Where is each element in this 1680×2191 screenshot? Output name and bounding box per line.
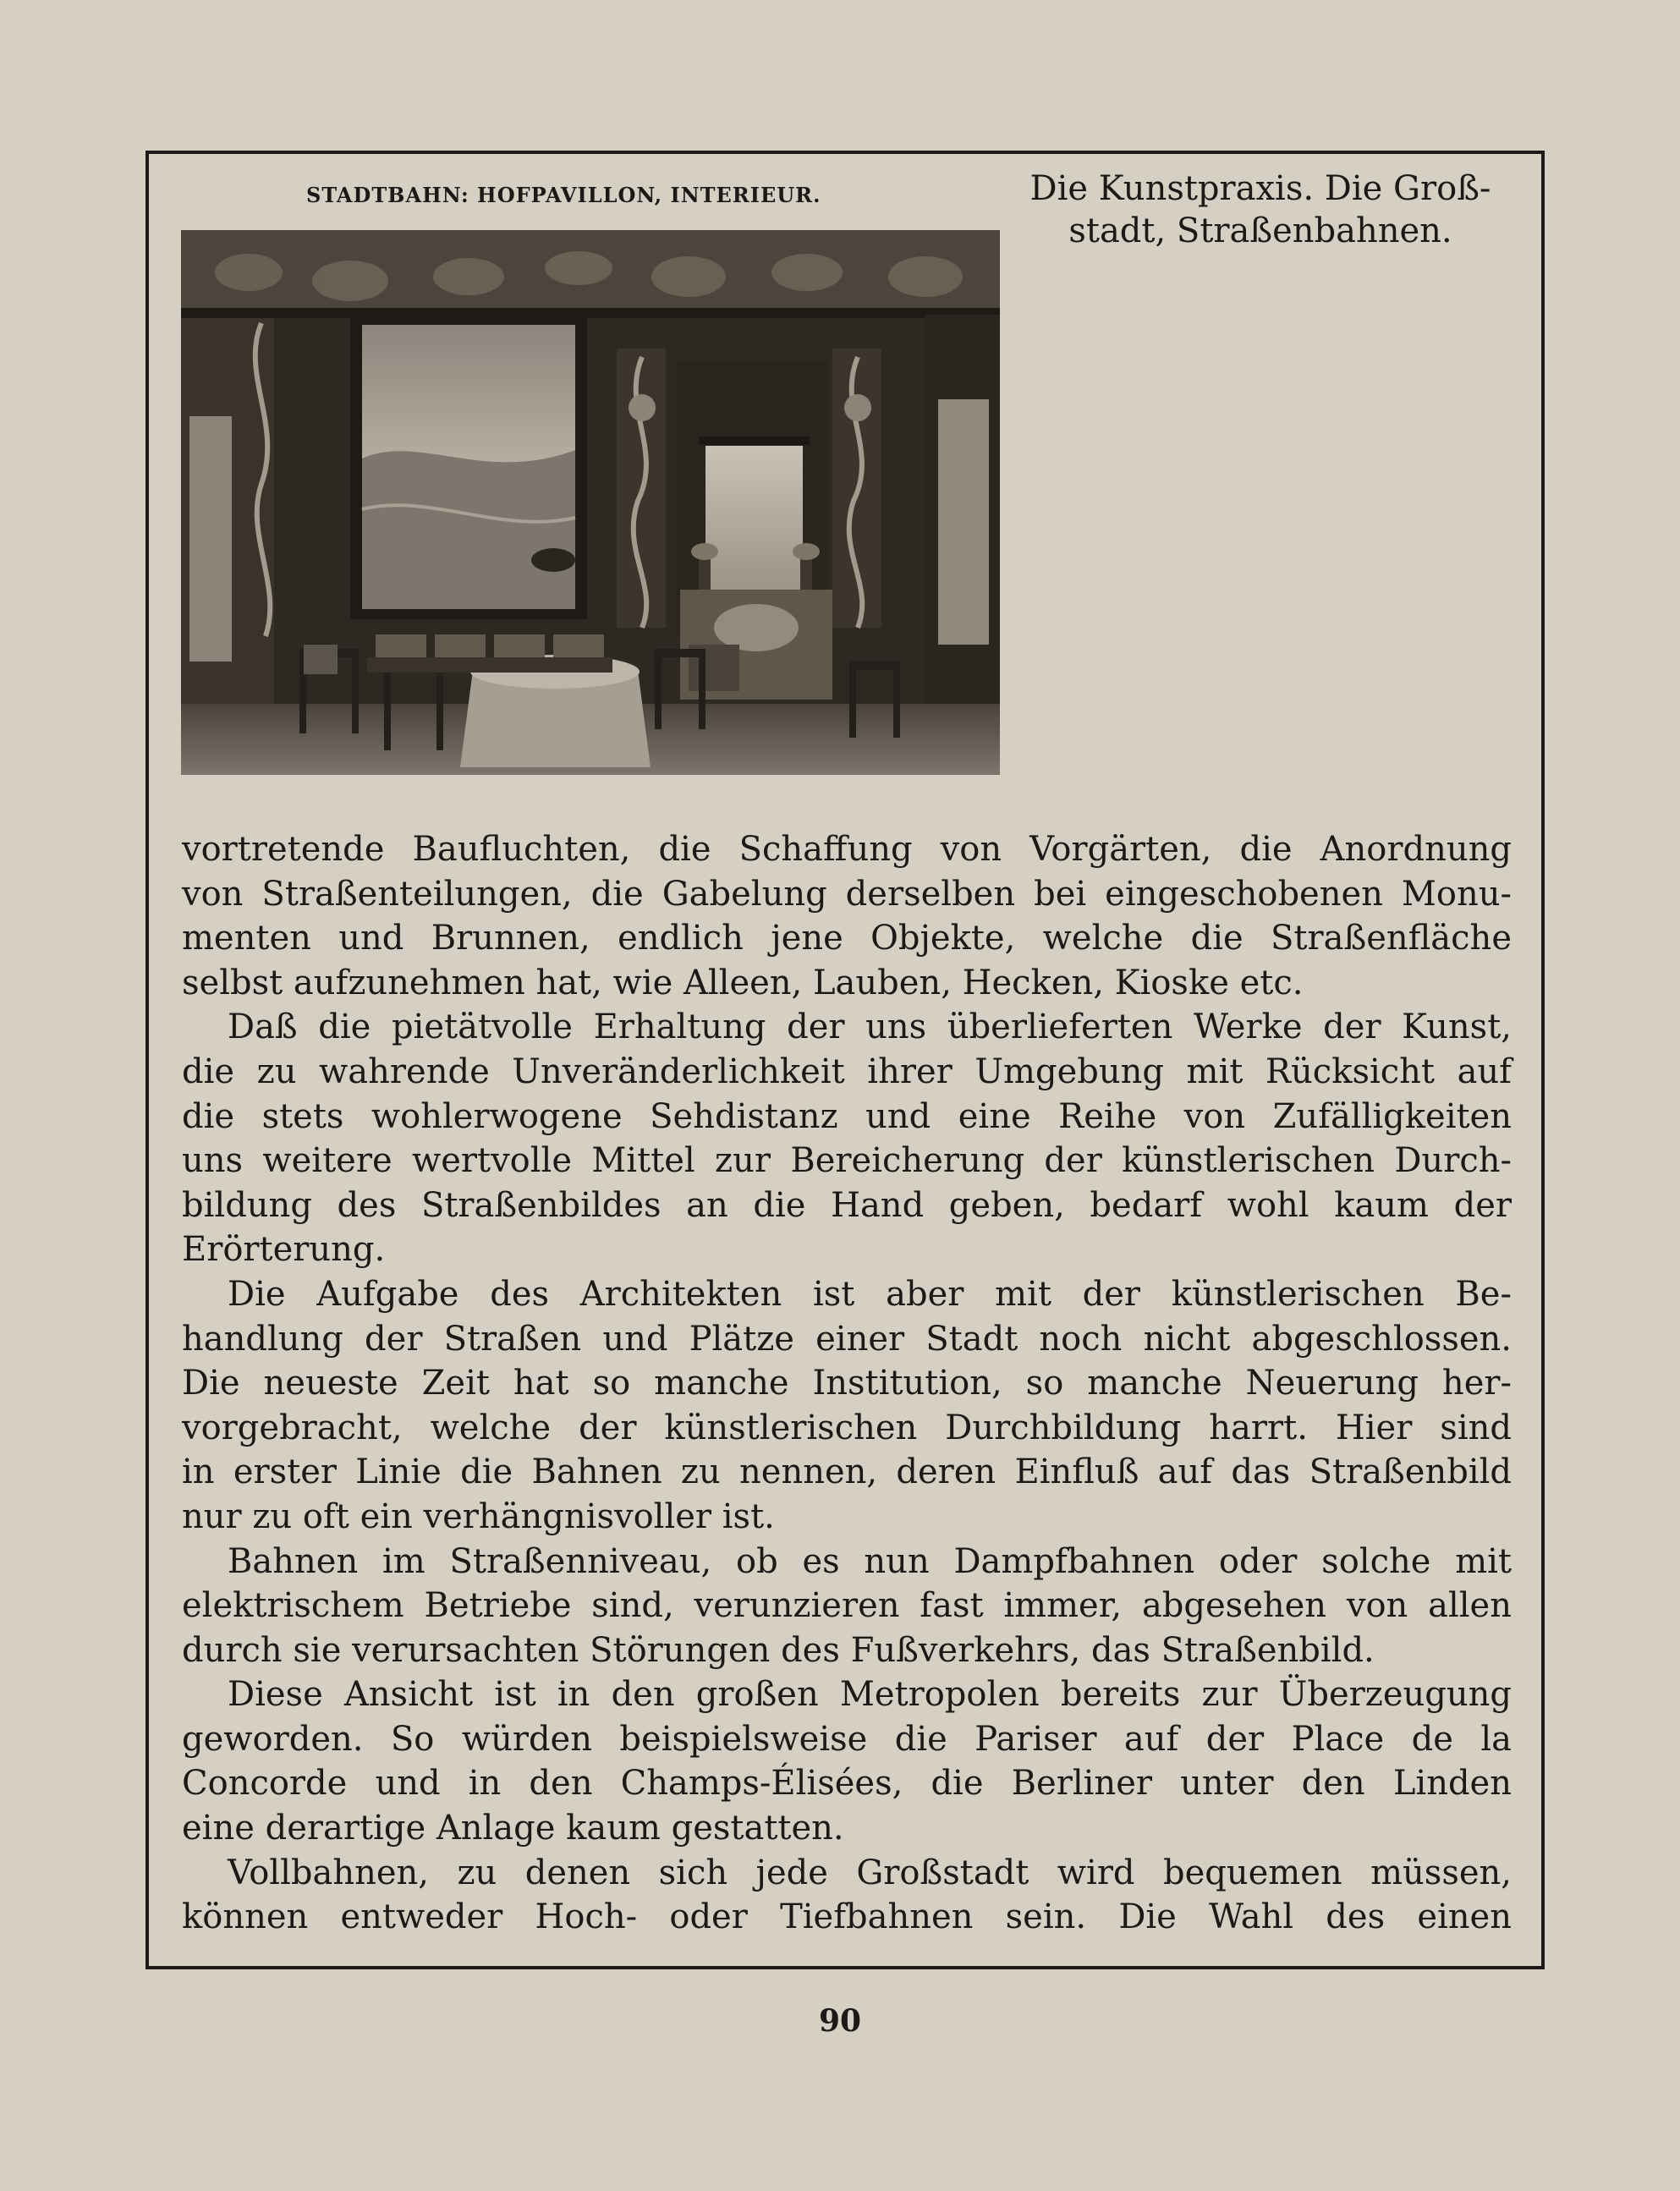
text-line: Die neueste Zeit hat so manche Institution, so manche Neuerung her- [182, 1364, 1512, 1403]
text-line: bildung des Straßenbildes an die Hand geben, bedarf wohl kaum der [182, 1185, 1512, 1225]
text-line: selbst aufzunehmen hat, wie Alleen, Lauben, Hecken, Kioske etc. [182, 963, 1304, 1002]
text-line: können entweder Hoch- oder Tiefbahnen sein. Die Wahl des einen [182, 1897, 1512, 1937]
marginal-note [1011, 167, 1510, 252]
marginal-note-line-2: stadt, Straßenbahnen. [1068, 211, 1452, 250]
paragraph-first-line: Daß die pietätvolle Erhaltung der uns überlieferten Werke der Kunst, [228, 1008, 1512, 1047]
text-line: vorgebracht, welche der künstlerischen Durchbildung harrt. Hier sind [182, 1408, 1512, 1447]
text-line: elektrischem Betriebe sind, verunzieren fast immer, abgesehen von allen [182, 1586, 1512, 1626]
text-line: von Straßenteilungen, die Gabelung derselben bei eingeschobenen Monu- [182, 874, 1512, 914]
text-line: handlung der Straßen und Plätze einer Stadt noch nicht abgeschlossen. [182, 1319, 1512, 1359]
text-line: Concorde und in den Champs-Élisées, die Berliner unter den Linden [182, 1764, 1512, 1804]
text-line: Erörterung. [182, 1230, 386, 1270]
interior-photograph [181, 230, 1000, 775]
text-line: die zu wahrende Unveränderlichkeit ihrer Umgebung mit Rücksicht auf [182, 1052, 1512, 1091]
text-line: vortretende Baufluchten, die Schaffung von Vorgärten, die Anordnung [182, 830, 1512, 869]
body-text [182, 827, 1512, 1940]
text-line: menten und Brunnen, endlich jene Objekte, welche die Straßenfläche [182, 919, 1512, 958]
text-line: geworden. So würden beispielsweise die Pariser auf der Place de la [182, 1719, 1512, 1759]
paragraph-first-line: Bahnen im Straßenniveau, ob es nun Dampfbahnen oder solche mit [228, 1541, 1512, 1581]
text-line: die stets wohlerwogene Sehdistanz und eine Reihe von Zufälligkeiten [182, 1096, 1512, 1136]
text-line: uns weitere wertvolle Mittel zur Bereicherung der künstlerischen Durch- [182, 1141, 1512, 1181]
paragraph-first-line: Die Aufgabe des Architekten ist aber mit der künstlerischen Be- [228, 1274, 1512, 1314]
paragraph-first-line: Vollbahnen, zu denen sich jede Großstadt wird bequemen müssen, [228, 1853, 1512, 1892]
text-line: durch sie verursachten Störungen des Fußverkehrs, das Straßenbild. [182, 1630, 1375, 1670]
paragraph-first-line: Diese Ansicht ist in den großen Metropolen bereits zur Überzeugung [228, 1675, 1512, 1715]
text-line: nur zu oft ein verhängnisvoller ist. [182, 1496, 775, 1536]
page-number: 90 [818, 2003, 862, 2039]
marginal-note-line-1: Die Kunstpraxis. Die Groß- [1029, 169, 1491, 208]
text-line: in erster Linie die Bahnen zu nennen, deren Einfluß auf das Straßenbild [182, 1452, 1512, 1492]
plate-caption: STADTBAHN: HOFPAVILLON, INTERIEUR. [306, 183, 821, 207]
text-line: eine derartige Anlage kaum gestatten. [182, 1809, 844, 1848]
